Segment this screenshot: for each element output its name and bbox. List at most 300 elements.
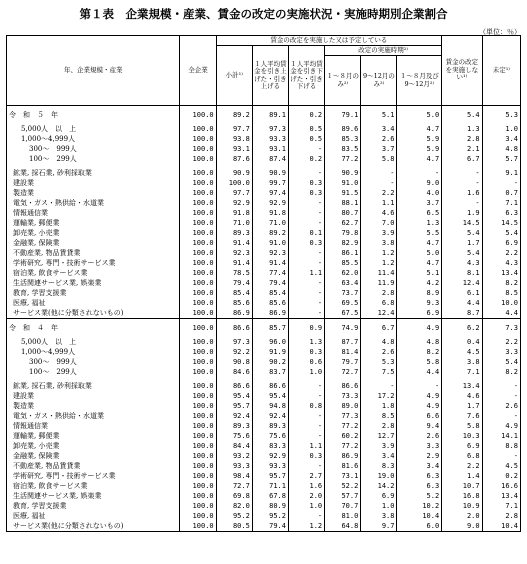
cell-both: - — [397, 168, 442, 178]
cell-both: 2.6 — [397, 431, 442, 441]
cell-undecided: 6.3 — [482, 208, 520, 218]
cell-both: 6.3 — [397, 481, 442, 491]
cell-jan-aug: 87.7 — [325, 337, 361, 347]
table-row — [7, 481, 521, 491]
table-row — [7, 511, 521, 521]
row-label: 5,000人 以 上 — [7, 337, 180, 347]
table-row — [7, 238, 521, 248]
cell-undecided: 7.1 — [482, 198, 520, 208]
row-label: 医療, 福祉 — [7, 298, 180, 308]
cell-raise: 95.7 — [252, 471, 288, 481]
cell-cut: - — [288, 144, 324, 154]
row-label: 卸売業, 小売業 — [7, 441, 180, 451]
cell-both: 6.3 — [397, 471, 442, 481]
cell-all: 100.0 — [180, 511, 216, 521]
cell-sep-dec: 1.8 — [361, 401, 397, 411]
table-row — [7, 521, 521, 532]
table-row — [7, 381, 521, 391]
cell-sep-dec: 4.6 — [361, 208, 397, 218]
cell-all: 100.0 — [180, 308, 216, 319]
cell-no-revision: 6.8 — [442, 451, 482, 461]
cell-raise: 92.4 — [252, 411, 288, 421]
table-row — [7, 278, 521, 288]
cell-both: 4.2 — [397, 278, 442, 288]
row-label: 金融業, 保険業 — [7, 451, 180, 461]
cell-raise: 97.4 — [252, 188, 288, 198]
cell-sep-dec: - — [361, 168, 397, 178]
cell-cut: 2.7 — [288, 471, 324, 481]
cell-raise: 91.0 — [252, 238, 288, 248]
cell-both: 6.5 — [397, 208, 442, 218]
cell-cut: 0.3 — [288, 347, 324, 357]
table-row — [7, 431, 521, 441]
row-label: 令 和 ４ 年 — [7, 323, 180, 333]
table-row — [7, 144, 521, 154]
cell-jan-aug: 85.3 — [325, 134, 361, 144]
cell-undecided: 8.5 — [482, 288, 520, 298]
cell-no-revision: 7.1 — [442, 367, 482, 377]
cell-undecided: 3.4 — [482, 134, 520, 144]
cell-all: 100.0 — [180, 337, 216, 347]
cell-sep-dec: 3.9 — [361, 441, 397, 451]
cell-jan-aug: 70.7 — [325, 501, 361, 511]
cell-raise: 90.9 — [252, 168, 288, 178]
cell-all: 100.0 — [180, 178, 216, 188]
cell-both: 9.3 — [397, 298, 442, 308]
cell-no-revision: 1.4 — [442, 471, 482, 481]
cell-jan-aug: 88.1 — [325, 198, 361, 208]
cell-no-revision: 5.8 — [442, 421, 482, 431]
table-row — [7, 198, 521, 208]
cell-both: 6.0 — [397, 521, 442, 532]
cell-raise: 79.4 — [252, 521, 288, 532]
cell-jan-aug: 86.9 — [325, 451, 361, 461]
table-row — [7, 168, 521, 178]
cell-undecided: 2.2 — [482, 248, 520, 258]
cell-cut: 1.3 — [288, 337, 324, 347]
table-title: 第１表 企業規模・産業、賃金の改定の実施状況・実施時期別企業割合 — [79, 7, 448, 21]
cell-sep-dec: 7.5 — [361, 367, 397, 377]
cell-no-revision: 1.7 — [442, 238, 482, 248]
cell-jan-aug: 85.5 — [325, 258, 361, 268]
cell-raise: 67.8 — [252, 491, 288, 501]
cell-subtotal: 97.7 — [216, 188, 252, 198]
cell-subtotal: 85.6 — [216, 298, 252, 308]
row-label: 100〜 299人 — [7, 154, 180, 164]
row-label: 電気・ガス・熱供給・水道業 — [7, 198, 180, 208]
cell-no-revision: 4.3 — [442, 258, 482, 268]
cell-no-revision: - — [442, 178, 482, 188]
cell-no-revision: 4.6 — [442, 391, 482, 401]
cell-sep-dec: 6.9 — [361, 491, 397, 501]
cell-both: 5.0 — [397, 248, 442, 258]
cell-all: 100.0 — [180, 228, 216, 238]
cell-undecided: 5.4 — [482, 357, 520, 367]
cell-cut: 1.1 — [288, 268, 324, 278]
row-label: 1,000〜4,999人 — [7, 134, 180, 144]
cell-sep-dec: 2.8 — [361, 421, 397, 431]
cell-cut: 0.5 — [288, 124, 324, 134]
cell-no-revision: 16.8 — [442, 491, 482, 501]
cell-sep-dec: - — [361, 178, 397, 188]
cell-jan-aug: 89.0 — [325, 401, 361, 411]
cell-all: 100.0 — [180, 491, 216, 501]
cell-raise: 80.9 — [252, 501, 288, 511]
cell-undecided: 4.4 — [482, 308, 520, 319]
cell-raise: 91.8 — [252, 208, 288, 218]
cell-sep-dec: 12.4 — [361, 308, 397, 319]
cell-all: 100.0 — [180, 471, 216, 481]
row-label: 建設業 — [7, 391, 180, 401]
cell-all: 100.0 — [180, 441, 216, 451]
cell-subtotal: 93.8 — [216, 134, 252, 144]
cell-no-revision: 10.3 — [442, 431, 482, 441]
cell-all: 100.0 — [180, 501, 216, 511]
cell-jan-aug: 81.4 — [325, 347, 361, 357]
cell-cut: - — [288, 288, 324, 298]
cell-undecided: 8.2 — [482, 367, 520, 377]
cell-undecided: - — [482, 178, 520, 188]
cell-sep-dec: 5.1 — [361, 110, 397, 120]
cell-all: 100.0 — [180, 124, 216, 134]
cell-all: 100.0 — [180, 401, 216, 411]
cell-subtotal: 91.4 — [216, 238, 252, 248]
header-subtotal: 小計¹⁾ — [216, 46, 252, 106]
cell-both: 6.9 — [397, 308, 442, 319]
cell-undecided: 3.3 — [482, 347, 520, 357]
table-row — [7, 188, 521, 198]
cell-subtotal: 89.3 — [216, 228, 252, 238]
cell-sep-dec: 4.8 — [361, 337, 397, 347]
cell-jan-aug: 77.2 — [325, 421, 361, 431]
cell-undecided: 7.1 — [482, 501, 520, 511]
cell-no-revision: 5.4 — [442, 228, 482, 238]
cell-subtotal: 78.5 — [216, 268, 252, 278]
cell-all: 100.0 — [180, 154, 216, 164]
cell-sep-dec: 6.7 — [361, 323, 397, 333]
cell-no-revision: 14.5 — [442, 218, 482, 228]
cell-cut: 0.3 — [288, 238, 324, 248]
cell-sep-dec: 5.8 — [361, 154, 397, 164]
cell-both: 9.4 — [397, 421, 442, 431]
cell-raise: 93.1 — [252, 144, 288, 154]
table-row — [7, 337, 521, 347]
cell-raise: 86.9 — [252, 308, 288, 319]
cell-no-revision: 8.1 — [442, 268, 482, 278]
cell-both: 10.4 — [397, 511, 442, 521]
cell-jan-aug: 83.5 — [325, 144, 361, 154]
cell-all: 100.0 — [180, 481, 216, 491]
cell-undecided: 13.4 — [482, 491, 520, 501]
cell-cut: 1.0 — [288, 501, 324, 511]
cell-jan-aug: 73.1 — [325, 471, 361, 481]
cell-undecided: 5.7 — [482, 154, 520, 164]
cell-cut: - — [288, 208, 324, 218]
cell-subtotal: 69.8 — [216, 491, 252, 501]
cell-both: 5.9 — [397, 144, 442, 154]
cell-undecided: 14.5 — [482, 218, 520, 228]
cell-no-revision: 10.9 — [442, 501, 482, 511]
table-row — [7, 134, 521, 144]
cell-no-revision: 6.7 — [442, 154, 482, 164]
cell-subtotal: 90.9 — [216, 168, 252, 178]
cell-sep-dec: 1.2 — [361, 258, 397, 268]
cell-no-revision: 0.4 — [442, 337, 482, 347]
cell-jan-aug: 77.2 — [325, 154, 361, 164]
table-row — [7, 218, 521, 228]
cell-all: 100.0 — [180, 431, 216, 441]
cell-jan-aug: 81.0 — [325, 511, 361, 521]
table-row — [7, 308, 521, 319]
cell-sep-dec: 5.3 — [361, 357, 397, 367]
cell-all: 100.0 — [180, 134, 216, 144]
cell-undecided: 2.6 — [482, 401, 520, 411]
row-label: 不動産業, 物品賃貸業 — [7, 248, 180, 258]
cell-subtotal: 82.0 — [216, 501, 252, 511]
cell-cut: - — [288, 248, 324, 258]
cell-jan-aug: 82.9 — [325, 238, 361, 248]
cell-both: 3.4 — [397, 461, 442, 471]
cell-all: 100.0 — [180, 248, 216, 258]
cell-subtotal: 86.9 — [216, 308, 252, 319]
cell-jan-aug: 86.1 — [325, 248, 361, 258]
row-label: 情報通信業 — [7, 421, 180, 431]
cell-cut: - — [288, 258, 324, 268]
row-label: 生活関連サービス業, 娯楽業 — [7, 278, 180, 288]
cell-subtotal: 91.8 — [216, 208, 252, 218]
cell-both: 1.3 — [397, 218, 442, 228]
cell-both: 5.0 — [397, 110, 442, 120]
cell-all: 100.0 — [180, 288, 216, 298]
cell-jan-aug: 63.4 — [325, 278, 361, 288]
cell-undecided: 2.8 — [482, 511, 520, 521]
cell-jan-aug: 73.7 — [325, 288, 361, 298]
header-both-periods: １〜８月及び9〜12月²⁾ — [397, 56, 442, 106]
cell-all: 100.0 — [180, 347, 216, 357]
cell-raise: 90.2 — [252, 357, 288, 367]
cell-jan-aug: 62.0 — [325, 268, 361, 278]
cell-sep-dec: 7.0 — [361, 218, 397, 228]
table-row — [7, 154, 521, 164]
cell-sep-dec: 11.9 — [361, 278, 397, 288]
row-label: 学術研究, 専門・技術サービス業 — [7, 471, 180, 481]
row-label: 生活関連サービス業, 娯楽業 — [7, 491, 180, 501]
cell-no-revision: 13.4 — [442, 381, 482, 391]
cell-jan-aug: 64.8 — [325, 521, 361, 532]
cell-no-revision: 10.7 — [442, 481, 482, 491]
cell-raise: 97.3 — [252, 124, 288, 134]
table-row — [7, 411, 521, 421]
header-sep-dec-only: 9〜12月のみ²⁾ — [361, 56, 397, 106]
row-label: 不動産業, 物品賃貸業 — [7, 461, 180, 471]
cell-all: 100.0 — [180, 198, 216, 208]
cell-jan-aug: 90.9 — [325, 168, 361, 178]
cell-all: 100.0 — [180, 218, 216, 228]
cell-sep-dec: 3.7 — [361, 144, 397, 154]
cell-sep-dec: 11.4 — [361, 268, 397, 278]
table-row — [7, 268, 521, 278]
cell-subtotal: 71.0 — [216, 218, 252, 228]
cell-both: 4.8 — [397, 337, 442, 347]
cell-all: 100.0 — [180, 357, 216, 367]
table-row — [7, 501, 521, 511]
table-row — [7, 288, 521, 298]
cell-undecided: 9.1 — [482, 168, 520, 178]
row-label: 運輸業, 郵便業 — [7, 218, 180, 228]
cell-subtotal: 89.3 — [216, 421, 252, 431]
cell-raise: 75.6 — [252, 431, 288, 441]
cell-subtotal: 86.6 — [216, 381, 252, 391]
cell-cut: - — [288, 168, 324, 178]
header-raise: １人平均賃金を引き上げた・引き上げる — [252, 46, 288, 106]
row-label: 教育, 学習支援業 — [7, 288, 180, 298]
cell-both: 3.7 — [397, 198, 442, 208]
cell-sep-dec: 1.2 — [361, 248, 397, 258]
cell-no-revision: - — [442, 198, 482, 208]
header-category: 年、企業規模・産業 — [7, 36, 180, 106]
cell-cut: 1.6 — [288, 481, 324, 491]
cell-all: 100.0 — [180, 381, 216, 391]
cell-raise: 94.8 — [252, 401, 288, 411]
cell-subtotal: 75.6 — [216, 431, 252, 441]
row-label: 鉱業, 採石業, 砂利採取業 — [7, 168, 180, 178]
cell-subtotal: 85.4 — [216, 288, 252, 298]
table-row — [7, 298, 521, 308]
cell-raise: 99.7 — [252, 178, 288, 188]
cell-both: 4.9 — [397, 391, 442, 401]
cell-subtotal: 86.6 — [216, 323, 252, 333]
cell-sep-dec: 2.6 — [361, 134, 397, 144]
cell-undecided: 14.1 — [482, 431, 520, 441]
cell-both: 9.0 — [397, 178, 442, 188]
cell-undecided: 7.3 — [482, 323, 520, 333]
cell-no-revision: 7.6 — [442, 411, 482, 421]
cell-subtotal: 93.2 — [216, 451, 252, 461]
row-label: 医療, 福祉 — [7, 511, 180, 521]
cell-both: - — [397, 381, 442, 391]
row-label: 300〜 999人 — [7, 357, 180, 367]
row-label: 令 和 ５ 年 — [7, 110, 180, 120]
cell-all: 100.0 — [180, 188, 216, 198]
cell-undecided: 4.5 — [482, 461, 520, 471]
cell-raise: 71.1 — [252, 481, 288, 491]
table-row — [7, 441, 521, 451]
cell-raise: 83.7 — [252, 367, 288, 377]
cell-no-revision: 6.1 — [442, 288, 482, 298]
cell-subtotal: 95.4 — [216, 391, 252, 401]
cell-undecided: 10.4 — [482, 521, 520, 532]
cell-raise: 85.4 — [252, 288, 288, 298]
row-label: 金融業, 保険業 — [7, 238, 180, 248]
cell-jan-aug: 77.2 — [325, 441, 361, 451]
cell-jan-aug: 91.0 — [325, 178, 361, 188]
cell-raise: 91.4 — [252, 258, 288, 268]
cell-both: 2.9 — [397, 451, 442, 461]
cell-no-revision: 12.4 — [442, 278, 482, 288]
table-row — [7, 401, 521, 411]
cell-sep-dec: 8.3 — [361, 461, 397, 471]
cell-no-revision: 1.6 — [442, 188, 482, 198]
cell-jan-aug: 86.6 — [325, 381, 361, 391]
cell-subtotal: 72.7 — [216, 481, 252, 491]
cell-cut: - — [288, 511, 324, 521]
cell-cut: 2.0 — [288, 491, 324, 501]
unit-label: （単位：％） — [479, 28, 521, 36]
cell-raise: 77.4 — [252, 268, 288, 278]
cell-undecided: - — [482, 451, 520, 461]
cell-undecided: 2.2 — [482, 337, 520, 347]
cell-cut: - — [288, 461, 324, 471]
cell-cut: - — [288, 411, 324, 421]
cell-raise: 89.3 — [252, 421, 288, 431]
header-timing-group: 改定の実施時期²⁾ — [325, 46, 442, 56]
cell-both: 5.5 — [397, 228, 442, 238]
cell-raise: 92.3 — [252, 248, 288, 258]
cell-all: 100.0 — [180, 451, 216, 461]
table-row — [7, 451, 521, 461]
cell-both: 5.1 — [397, 268, 442, 278]
cell-cut: - — [288, 421, 324, 431]
table-row — [7, 228, 521, 238]
table-row — [7, 391, 521, 401]
cell-all: 100.0 — [180, 391, 216, 401]
cell-both: 4.9 — [397, 323, 442, 333]
cell-jan-aug: 69.5 — [325, 298, 361, 308]
row-label: 鉱業, 採石業, 砂利採取業 — [7, 381, 180, 391]
cell-both: 4.7 — [397, 258, 442, 268]
row-label: 製造業 — [7, 188, 180, 198]
table-row — [7, 347, 521, 357]
header-planned-group: 賃金の改定を実施した又は予定している — [216, 36, 442, 46]
cell-jan-aug: 60.2 — [325, 431, 361, 441]
cell-all: 100.0 — [180, 298, 216, 308]
cell-cut: 0.2 — [288, 154, 324, 164]
cell-subtotal: 92.2 — [216, 347, 252, 357]
cell-no-revision: 2.0 — [442, 511, 482, 521]
cell-subtotal: 93.3 — [216, 461, 252, 471]
row-label: 学術研究, 専門・技術サービス業 — [7, 258, 180, 268]
cell-no-revision: 9.0 — [442, 521, 482, 532]
cell-both: 5.9 — [397, 134, 442, 144]
cell-jan-aug: 80.7 — [325, 208, 361, 218]
row-label: 電気・ガス・熱供給・水道業 — [7, 411, 180, 421]
cell-raise: 92.9 — [252, 198, 288, 208]
cell-raise: 87.4 — [252, 154, 288, 164]
cell-all: 100.0 — [180, 461, 216, 471]
cell-both: 4.9 — [397, 401, 442, 411]
cell-all: 100.0 — [180, 278, 216, 288]
cell-jan-aug: 62.7 — [325, 218, 361, 228]
cell-subtotal: 87.6 — [216, 154, 252, 164]
cell-subtotal: 84.6 — [216, 367, 252, 377]
cell-sep-dec: 19.0 — [361, 471, 397, 481]
cell-sep-dec: - — [361, 381, 397, 391]
table-row — [7, 491, 521, 501]
table-body — [7, 106, 521, 532]
cell-both: 4.7 — [397, 154, 442, 164]
cell-sep-dec: 6.8 — [361, 298, 397, 308]
cell-raise: 95.4 — [252, 391, 288, 401]
cell-sep-dec: 14.2 — [361, 481, 397, 491]
cell-no-revision: 6.9 — [442, 441, 482, 451]
cell-both: 4.7 — [397, 124, 442, 134]
cell-jan-aug: 77.3 — [325, 411, 361, 421]
cell-both: 8.2 — [397, 347, 442, 357]
cell-no-revision: 3.8 — [442, 357, 482, 367]
cell-subtotal: 100.0 — [216, 178, 252, 188]
cell-sep-dec: 3.9 — [361, 228, 397, 238]
cell-raise: 83.3 — [252, 441, 288, 451]
